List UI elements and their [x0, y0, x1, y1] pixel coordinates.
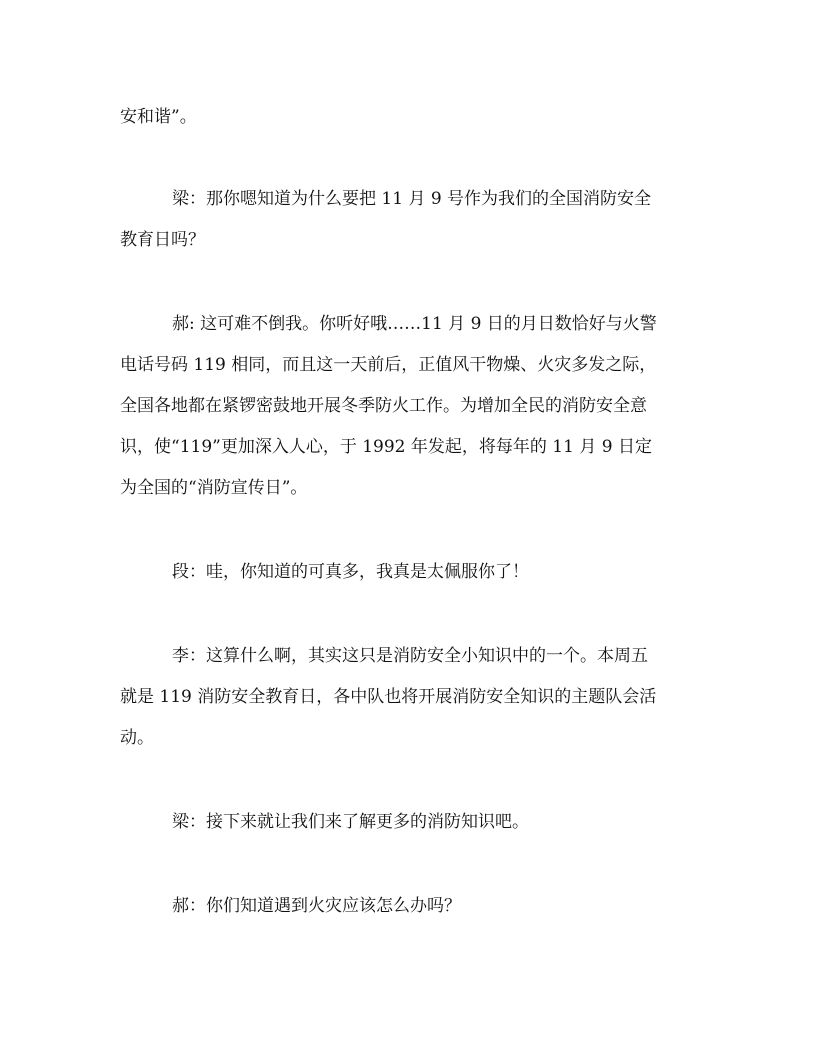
text-line: 郝: 这可难不倒我。你听好哦……11 月 9 日的月日数恰好与火警	[172, 314, 657, 334]
text-line: 梁：那你嗯知道为什么要把 11 月 9 号作为我们的全国消防安全	[172, 189, 652, 209]
text-line: 梁：接下来就让我们来了解更多的消防知识吧。	[172, 812, 529, 832]
text-line: 李：这算什么啊，其实这只是消防安全小知识中的一个。本周五	[172, 646, 648, 666]
text-line: 动。	[120, 728, 154, 748]
text-line: 识，使“119”更加深入人心，于 1992 年发起，将每年的 11 月 9 日定	[120, 437, 652, 457]
text-line: 郝：你们知道遇到火灾应该怎么办吗？	[172, 896, 461, 916]
text-line: 段：哇，你知道的可真多，我真是太佩服你了！	[172, 562, 529, 582]
text-line: 教育日吗？	[120, 230, 205, 250]
text-line: 电话号码 119 相同，而且这一天前后，正值风干物燥、火灾多发之际，	[120, 355, 657, 375]
text-line: 安和谐”。	[120, 107, 197, 127]
text-line: 全国各地都在紧锣密鼓地开展冬季防火工作。为增加全民的消防安全意	[120, 396, 647, 416]
text-line: 为全国的“消防宣传日”。	[120, 478, 308, 498]
text-line: 就是 119 消防安全教育日，各中队也将开展消防安全知识的主题队会活	[120, 687, 657, 707]
